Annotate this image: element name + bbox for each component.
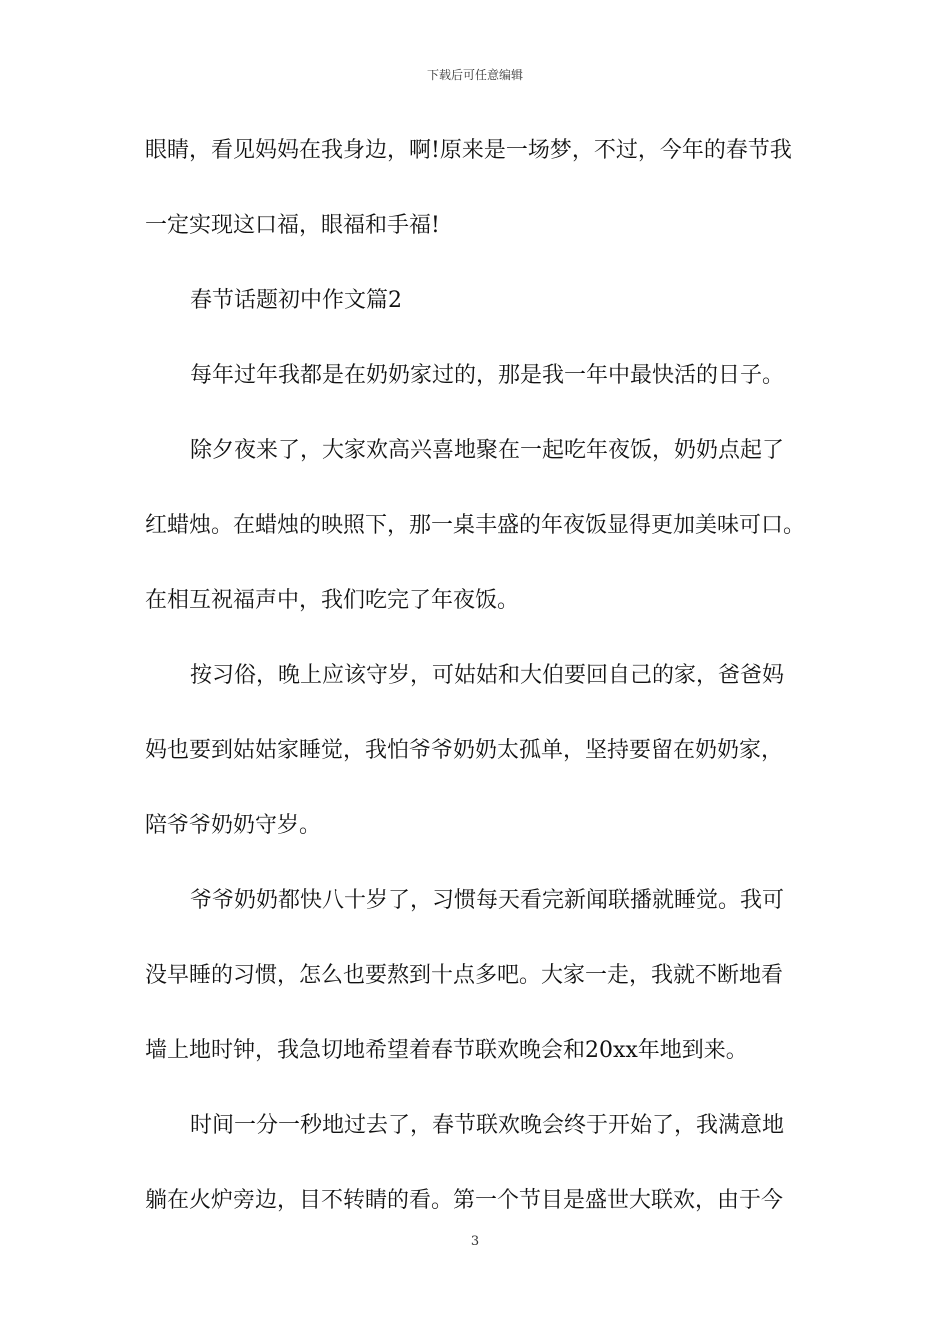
text-line: 一定实现这口福，眼福和手福! <box>145 213 440 238</box>
text-line: 除夕夜来了，大家欢高兴喜地聚在一起吃年夜饭，奶奶点起了 <box>190 438 785 463</box>
text-line: 爷爷奶奶都快八十岁了，习惯每天看完新闻联播就睡觉。我可 <box>190 888 785 913</box>
text-line: 没早睡的习惯，怎么也要熬到十点多吧。大家一走，我就不断地看 <box>145 963 784 988</box>
text-line: 每年过年我都是在奶奶家过的，那是我一年中最快活的日子。 <box>190 363 785 388</box>
text-line: 在相互祝福声中，我们吃完了年夜饭。 <box>145 588 520 613</box>
text-line: 按习俗，晚上应该守岁，可姑姑和大伯要回自己的家，爸爸妈 <box>190 663 785 688</box>
text-line: 红蜡烛。在蜡烛的映照下，那一桌丰盛的年夜饭显得更加美味可口。 <box>145 513 806 538</box>
text-line: 眼睛，看见妈妈在我身边，啊!原来是一场梦，不过，今年的春节我 <box>145 138 792 163</box>
text-line: 躺在火炉旁边，目不转睛的看。第一个节目是盛世大联欢，由于今 <box>145 1188 784 1213</box>
text-line: 时间一分一秒地过去了，春节联欢晚会终于开始了，我满意地 <box>190 1113 785 1138</box>
text-line: 墙上地时钟，我急切地希望着春节联欢晚会和20xx年地到来。 <box>145 1038 748 1063</box>
section-heading: 春节话题初中作文篇2 <box>190 288 402 313</box>
text-line: 妈也要到姑姑家睡觉，我怕爷爷奶奶太孤单，坚持要留在奶奶家， <box>145 738 784 763</box>
page-header: 下载后可任意编辑 <box>426 68 523 82</box>
text-line: 陪爷爷奶奶守岁。 <box>145 813 322 838</box>
page-number: 3 <box>470 1234 480 1249</box>
